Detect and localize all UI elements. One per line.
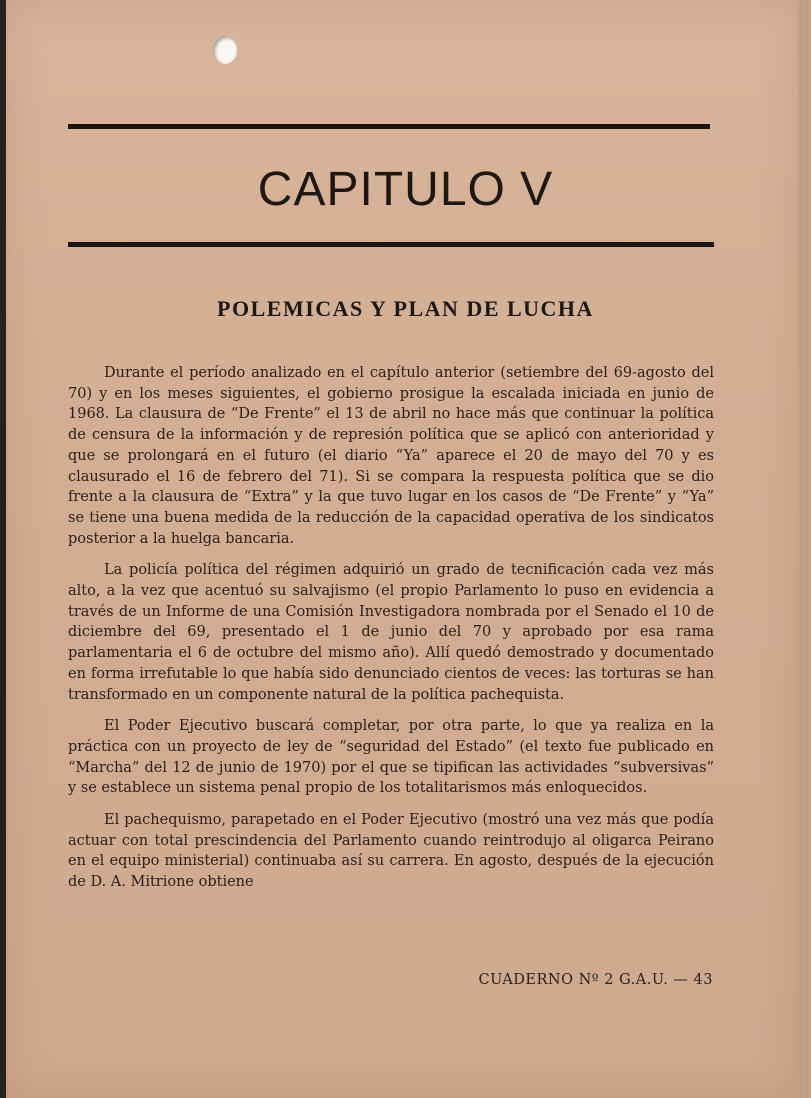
paragraph: El pachequismo, parapetado en el Poder Ejecutivo (mostró una vez más que podía actuar con total prescindencia del Parlamento cuando reintrodujo al oligarca Peirano en el equipo ministerial) continuaba así su carrera. En agosto, después de la ejecución de D. A. Mitrione obtiene [68, 812, 714, 891]
paragraph: La policía política del régimen adquirió un grado de tecnificación cada vez más alto, a la vez que acentuó su salvajismo (el propio Parlamento lo puso en evidencia a través de un Informe de una Comisión Investigadora nombrada por el Senado el 10 de diciembre del 69, presentado el 1 de junio del 70 y aprobado por esa rama parlamentaria el 6 de octubre del mismo año). Allí quedó demostrado y documentado en forma irrefutable lo que había sido denunciado cientos de veces: las torturas se han transformado en un componente natural de la política pachequista. [68, 562, 714, 703]
chapter-title: CAPITULO V [257, 163, 554, 216]
paragraph: Durante el período analizado en el capítulo anterior (setiembre del 69-agosto del 70) y en los meses siguientes, el gobierno prosigue la escalada iniciada en junio de 1968. La clausura de “De Frente” el 13 de abril no hace más que continuar la política de censura de la información y de represión política que se aplicó con anterioridad y que se prolongará en el futuro (el diario “Ya” aparece el 20 de mayo del 70 y es clausurado el 16 de febrero del 71). Si se compara la respuesta política que se dio frente a la clausura de “Extra” y la que tuvo lugar en los casos de “De Frente” y “Ya” se tiene una buena medida de la reducción de la capacidad operativa de los sindicatos posterior a la huelga bancaria. [68, 365, 714, 547]
top-rule [68, 124, 710, 129]
paragraph: El Poder Ejecutivo buscará completar, por otra parte, lo que ya realiza en la práctica con un proyecto de ley de “seguridad del Estado” (el texto fue publicado en “Marcha” del 12 de junio de 1970) por el que se tipifican las actividades “subversivas” y se establece un sistema penal propio de los totalitarismos más enloquecidos. [68, 718, 714, 797]
body-text [68, 363, 714, 904]
bottom-rule [68, 242, 714, 247]
punch-hole [213, 36, 237, 64]
section-title: POLEMICAS Y PLAN DE LUCHA [217, 296, 594, 321]
page-footer: CUADERNO Nº 2 G.A.U. — 43 [478, 972, 713, 988]
